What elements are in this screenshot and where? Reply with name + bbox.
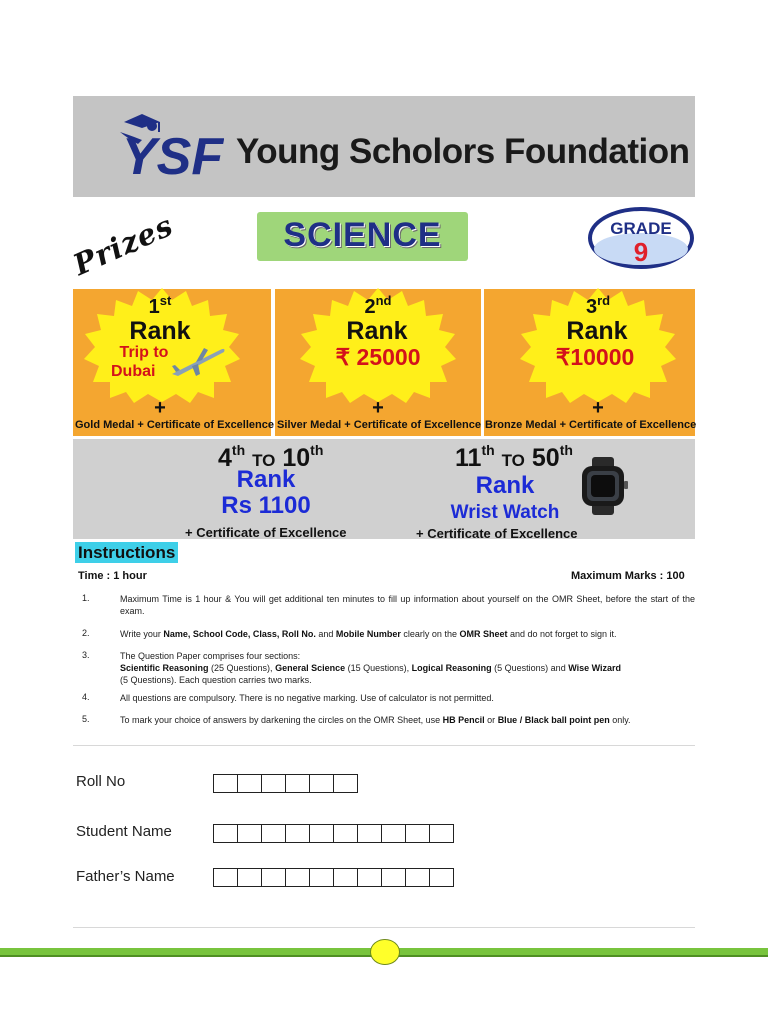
instruction-3-number: 3. [82,650,90,660]
student-name-box[interactable] [405,824,430,843]
rank-2-prize: ₹ 25000 [335,344,421,370]
rank-4-10-cert: + Certificate of Excellence [185,525,347,540]
instruction-4-number: 4. [82,692,90,702]
instruction-1-number: 1. [82,593,90,603]
roll-no-box[interactable] [309,774,334,793]
roll-no-box[interactable] [213,774,238,793]
airplane-icon [170,344,226,378]
rank-2-label: Rank [346,317,408,345]
roll-no-box[interactable] [261,774,286,793]
father-name-box[interactable] [429,868,454,887]
instruction-1-text: Maximum Time is 1 hour & You will get additional ten minutes to fill up information about yourself on the OMR Sheet, before the start of the exam. [120,594,695,616]
student-name-boxes[interactable] [213,824,453,843]
student-name-box[interactable] [333,824,358,843]
rank-11-50-prize: Wrist Watch [450,502,560,523]
ysf-logo-icon [116,110,224,180]
roll-no-label: Roll No [76,773,126,790]
father-name-box[interactable] [381,868,406,887]
grade-label: GRADE [610,219,672,238]
father-name-box[interactable] [405,868,430,887]
rank-3-prize: ₹10000 [555,344,635,370]
rank-2-plus: + [372,397,384,419]
rank-2-ordinal: 2nd [364,293,392,318]
rank-4-10-label: Rank [236,466,296,493]
father-name-box[interactable] [285,868,310,887]
rank-3-plus: + [592,397,604,419]
student-name-box[interactable] [285,824,310,843]
rank-4-10-prize: Rs 1100 [221,492,311,519]
student-name-box[interactable] [261,824,286,843]
instruction-2-number: 2. [82,628,90,638]
instruction-5-text: To mark your choice of answers by darkening the circles on the OMR Sheet, use HB Pencil or Blue / Black ball point pen only. [120,715,631,725]
instructions-heading: Instructions [75,542,178,563]
instruction-2-text: Write your Name, School Code, Class, Roll No. and Mobile Number clearly on the OMR Sheet and do not forget to sign it. [120,629,617,639]
father-name-box[interactable] [333,868,358,887]
father-name-box[interactable] [357,868,382,887]
roll-no-box[interactable] [285,774,310,793]
student-name-box[interactable] [429,824,454,843]
footer-circle-icon [370,939,400,965]
roll-no-box[interactable] [333,774,358,793]
divider [73,927,695,928]
father-name-box[interactable] [213,868,238,887]
wrist-watch-icon [576,457,632,515]
grade-number: 9 [633,237,649,267]
roll-no-boxes[interactable] [213,774,357,793]
rank-3-label: Rank [566,317,628,345]
instruction-5-number: 5. [82,714,90,724]
student-name-box[interactable] [213,824,238,843]
exam-time: Time : 1 hour [78,570,147,582]
student-name-box[interactable] [357,824,382,843]
rank-4-10-range: 4th TO 10th [218,442,324,472]
student-name-box[interactable] [309,824,334,843]
organization-name: Young Scholors Foundation [236,132,690,171]
student-name-box[interactable] [237,824,262,843]
father-name-label: Father’s Name [76,868,175,885]
max-marks: Maximum Marks : 100 [571,570,685,582]
roll-no-box[interactable] [237,774,262,793]
rank-3-medal: Bronze Medal + Certificate of Excellence [485,419,697,431]
rank-11-50-cert: + Certificate of Excellence [416,526,578,541]
rank-1-prize: Trip to Dubai [111,344,169,380]
student-name-box[interactable] [381,824,406,843]
father-name-box[interactable] [237,868,262,887]
student-name-label: Student Name [76,823,172,840]
rank-11-50-label: Rank [475,472,535,499]
prizes-heading: Prizes [68,208,179,282]
rank-1-medal: Gold Medal + Certificate of Excellence [75,419,274,431]
father-name-box[interactable] [309,868,334,887]
instruction-3-text: The Question Paper comprises four sections: Scientific Reasoning (25 Questions), General Science (15 Questions), Logical Reasoning (5 Questions) and Wise Wizard (5 Questions). Each question carries two marks. [120,651,622,685]
rank-2-medal: Silver Medal + Certificate of Excellence [277,419,481,431]
rank-1-label: Rank [129,317,191,345]
subject-title: SCIENCE [283,216,442,254]
logo-text: YSF [122,128,224,180]
father-name-box[interactable] [261,868,286,887]
divider [73,745,695,746]
rank-11-50-range: 11th TO 50th [455,442,573,472]
instruction-4-text: All questions are compulsory. There is no negative marking. Use of calculator is not permitted. [120,693,494,703]
rank-3-ordinal: 3rd [585,293,611,318]
father-name-boxes[interactable] [213,868,453,887]
rank-1-plus: + [154,397,166,419]
rank-1-ordinal: 1st [148,293,172,318]
